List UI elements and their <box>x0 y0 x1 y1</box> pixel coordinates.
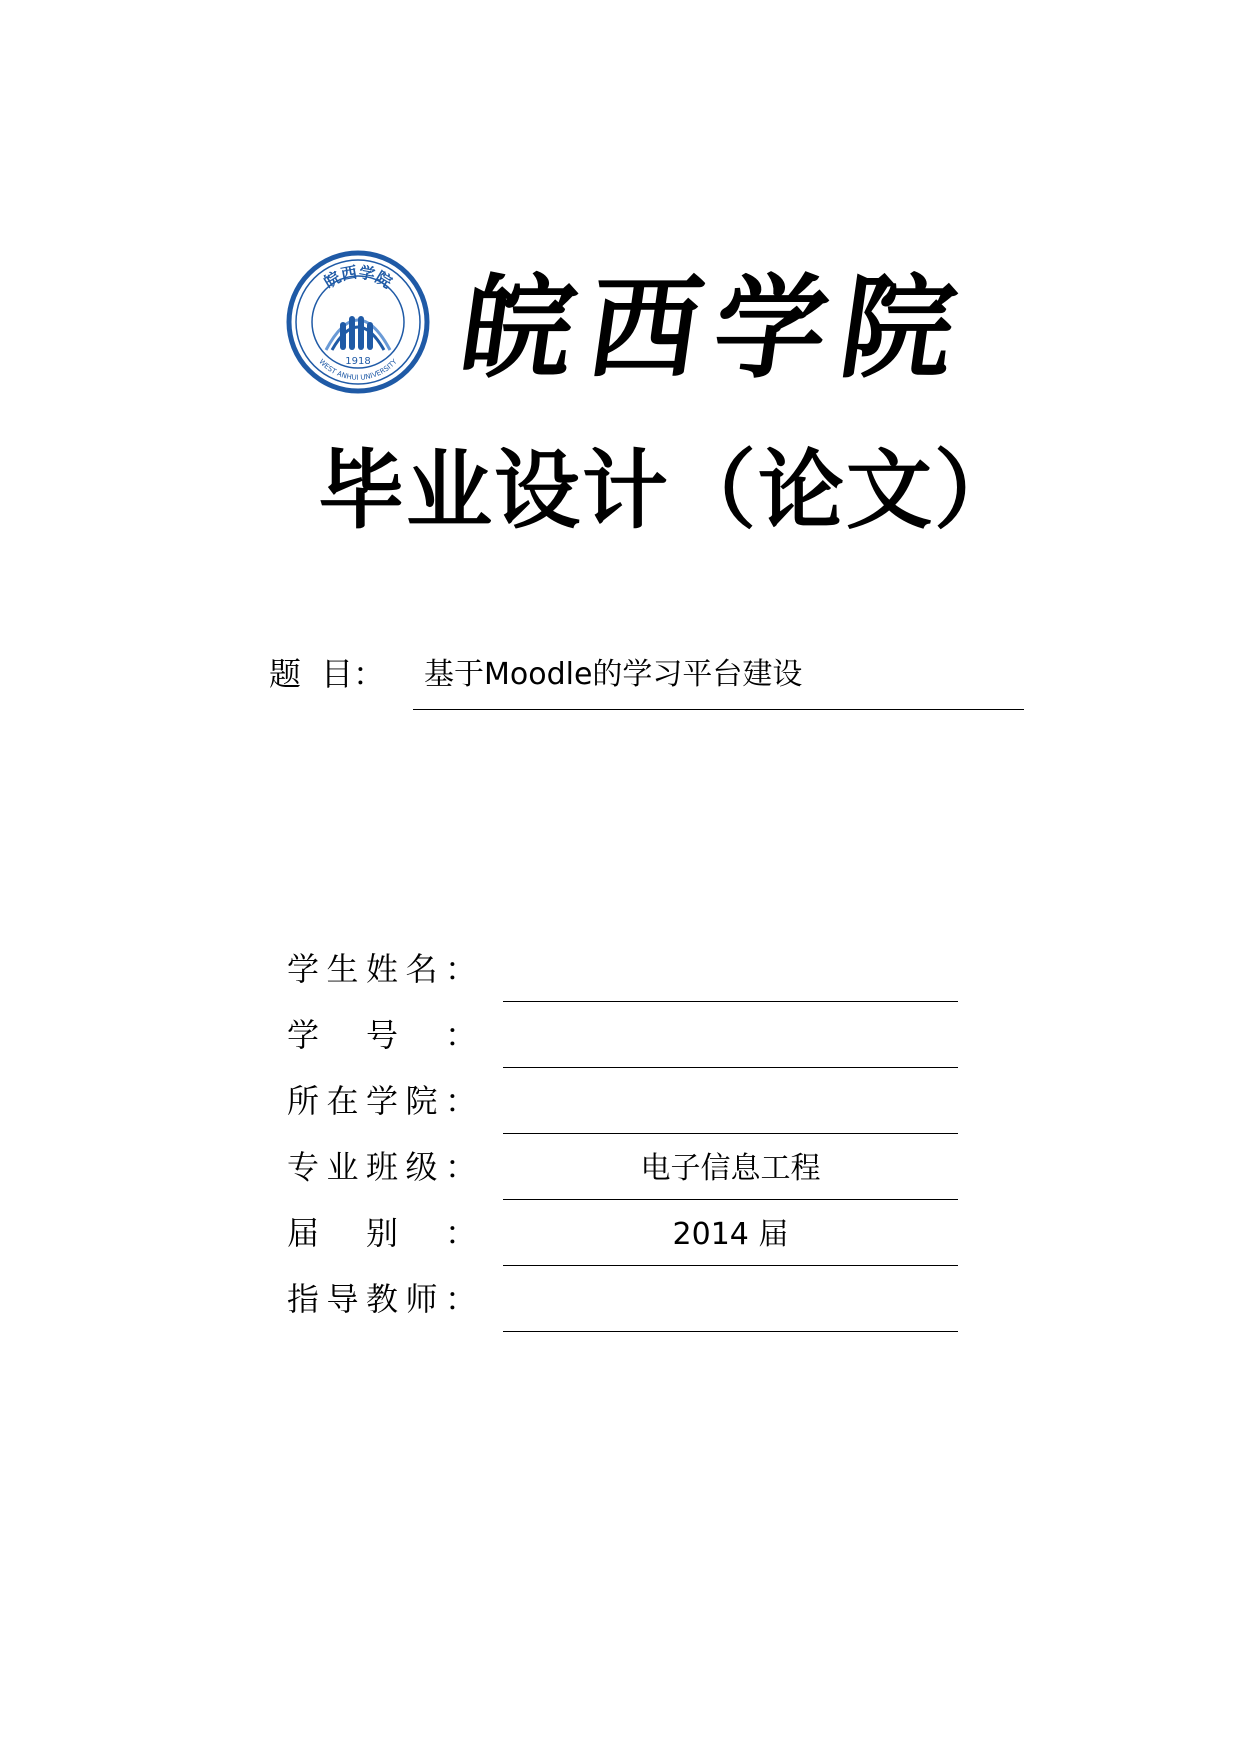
topic-value: 基于Moodle的学习平台建设 <box>424 657 803 692</box>
school-name-char: 皖 <box>452 263 584 394</box>
field-underline <box>503 1133 958 1134</box>
seal-side-text: WEST ANHUI UNIVERSITY <box>317 357 399 382</box>
field-underline <box>503 1067 958 1068</box>
school-name-char: 西 <box>579 263 710 394</box>
field-label: 指 导 教 师 ： <box>287 1280 477 1318</box>
topic-underline <box>413 709 1024 710</box>
topic-label: 题 目： <box>269 655 386 693</box>
field-label: 所 在 学 院 ： <box>287 1082 477 1120</box>
school-name-calligraphy <box>452 262 964 396</box>
seal-emblem-icon <box>286 250 430 394</box>
school-name-char: 学 <box>706 263 837 394</box>
field-label: 专 业 班 级 ： <box>287 1148 477 1186</box>
field-label: 学 号 ： <box>287 1016 477 1054</box>
school-name-char: 院 <box>832 263 964 394</box>
seal-year: 1918 <box>345 356 371 367</box>
field-underline <box>503 1199 958 1200</box>
field-value: 2014 届 <box>672 1217 789 1252</box>
document-title: 毕业设计（论文） <box>318 440 1022 541</box>
field-underline <box>503 1265 958 1266</box>
university-seal-logo <box>286 250 430 394</box>
field-value: 电子信息工程 <box>640 1151 821 1186</box>
field-label: 届 别 ： <box>287 1214 477 1252</box>
field-underline <box>503 1001 958 1002</box>
field-underline <box>503 1331 958 1332</box>
field-label: 学 生 姓 名 ： <box>287 950 477 988</box>
seal-top-text: 皖西学院 <box>320 262 396 292</box>
